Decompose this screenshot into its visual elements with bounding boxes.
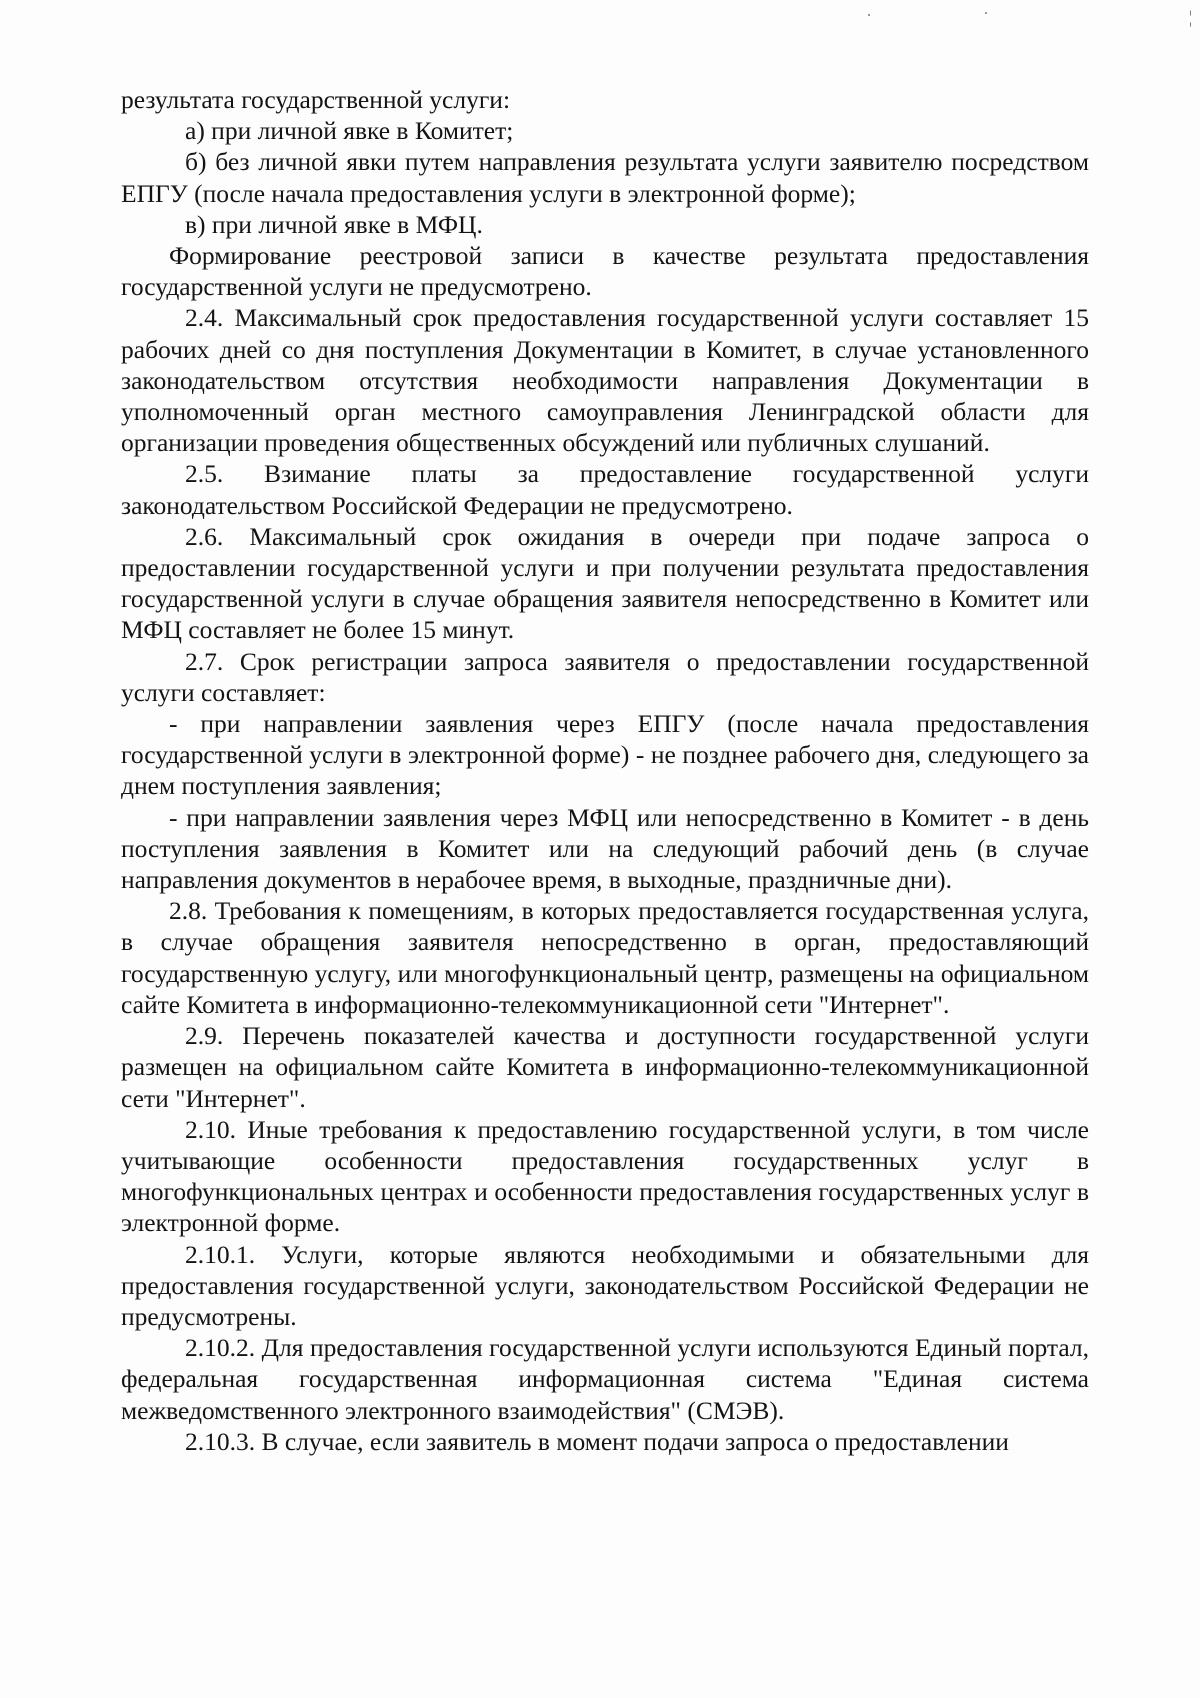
paragraph: - при направлении заявления через ЕПГУ (после начала предоставления государственной услуги в электронной форме) - не позднее рабочего дня, следующего за днем поступления заявления;: [121, 709, 1089, 801]
paragraph: 2.6. Максимальный срок ожидания в очереди при подаче запроса о предоставлении государственной услуги и при получении результата предоставления государственной услуги в случае обращения заявителя непосредственно в Комитет или МФЦ составляет не более 15 минут.: [121, 521, 1089, 645]
paragraph: 2.4. Максимальный срок предоставления государственной услуги составляет 15 рабочих дней со дня поступления Документации в Комитет, в случае установленного законодательством отсутствия необходимости направления Документации в уполномоченный орган местного самоуправления Ленинградской области для организации проведения общественных обсуждений или публичных слушаний.: [121, 303, 1089, 458]
paragraph: 2.9. Перечень показателей качества и доступности государственной услуги размещен на официальном сайте Комитета в информационно-телекоммуникационной сети "Интернет".: [121, 1021, 1089, 1113]
paragraph: результата государственной услуги:: [121, 85, 511, 114]
scan-speck: [868, 14, 870, 16]
scan-speck: [1190, 10, 1191, 16]
paragraph: Формирование реестровой записи в качестве результата предоставления государственной услуги не предусмотрено.: [121, 241, 1089, 302]
document-body: [121, 84, 1089, 1457]
paragraph: 2.5. Взимание платы за предоставление государственной услуги законодательством Российской Федерации не предусмотрено.: [121, 459, 1089, 520]
paragraph: 2.10.3. В случае, если заявитель в момент подачи запроса о предоставлении: [185, 1426, 1009, 1456]
paragraph: 2.8. Требования к помещениям, в которых предоставляется государственная услуга, в случае обращения заявителя непосредственно в орган, предоставляющий государственную услугу, или многофункциональный центр, размещены на официальном сайте Комитета в информационно-телекоммуникационной сети "Интернет".: [121, 896, 1089, 1019]
paragraph: 2.7. Срок регистрации запроса заявителя о предоставлении государственной услуги составляет:: [121, 646, 1089, 707]
paragraph: - при направлении заявления через МФЦ или непосредственно в Комитет - в день поступления заявления в Комитет или на следующий рабочий день (в случае направления документов в нерабочее время, в выходные, праздничные дни).: [121, 802, 1089, 895]
scan-speck: [1190, 22, 1191, 27]
paragraph: в) при личной явке в МФЦ.: [185, 209, 483, 239]
paragraph: 2.10. Иные требования к предоставлению государственной услуги, в том числе учитывающие особенности предоставления государственных услуг в многофункциональных центрах и особенности предоставления государственных услуг в электронной форме.: [121, 1114, 1089, 1238]
scan-speck: [985, 12, 987, 14]
paragraph: 2.10.1. Услуги, которые являются необходимыми и обязательными для предоставления государственной услуги, законодательством Российской Федерации не предусмотрены.: [121, 1239, 1089, 1331]
paragraph: а) при личной явке в Комитет;: [185, 116, 514, 146]
paragraph: 2.10.2. Для предоставления государственной услуги используются Единый портал, федеральная государственная информационная система "Единая система межведомственного электронного взаимодействия" (СМЭВ).: [121, 1333, 1089, 1425]
paragraph: б) без личной явки путем направления результата услуги заявителю посредством ЕПГУ (после начала предоставления услуги в электронной форме);: [121, 147, 1089, 208]
